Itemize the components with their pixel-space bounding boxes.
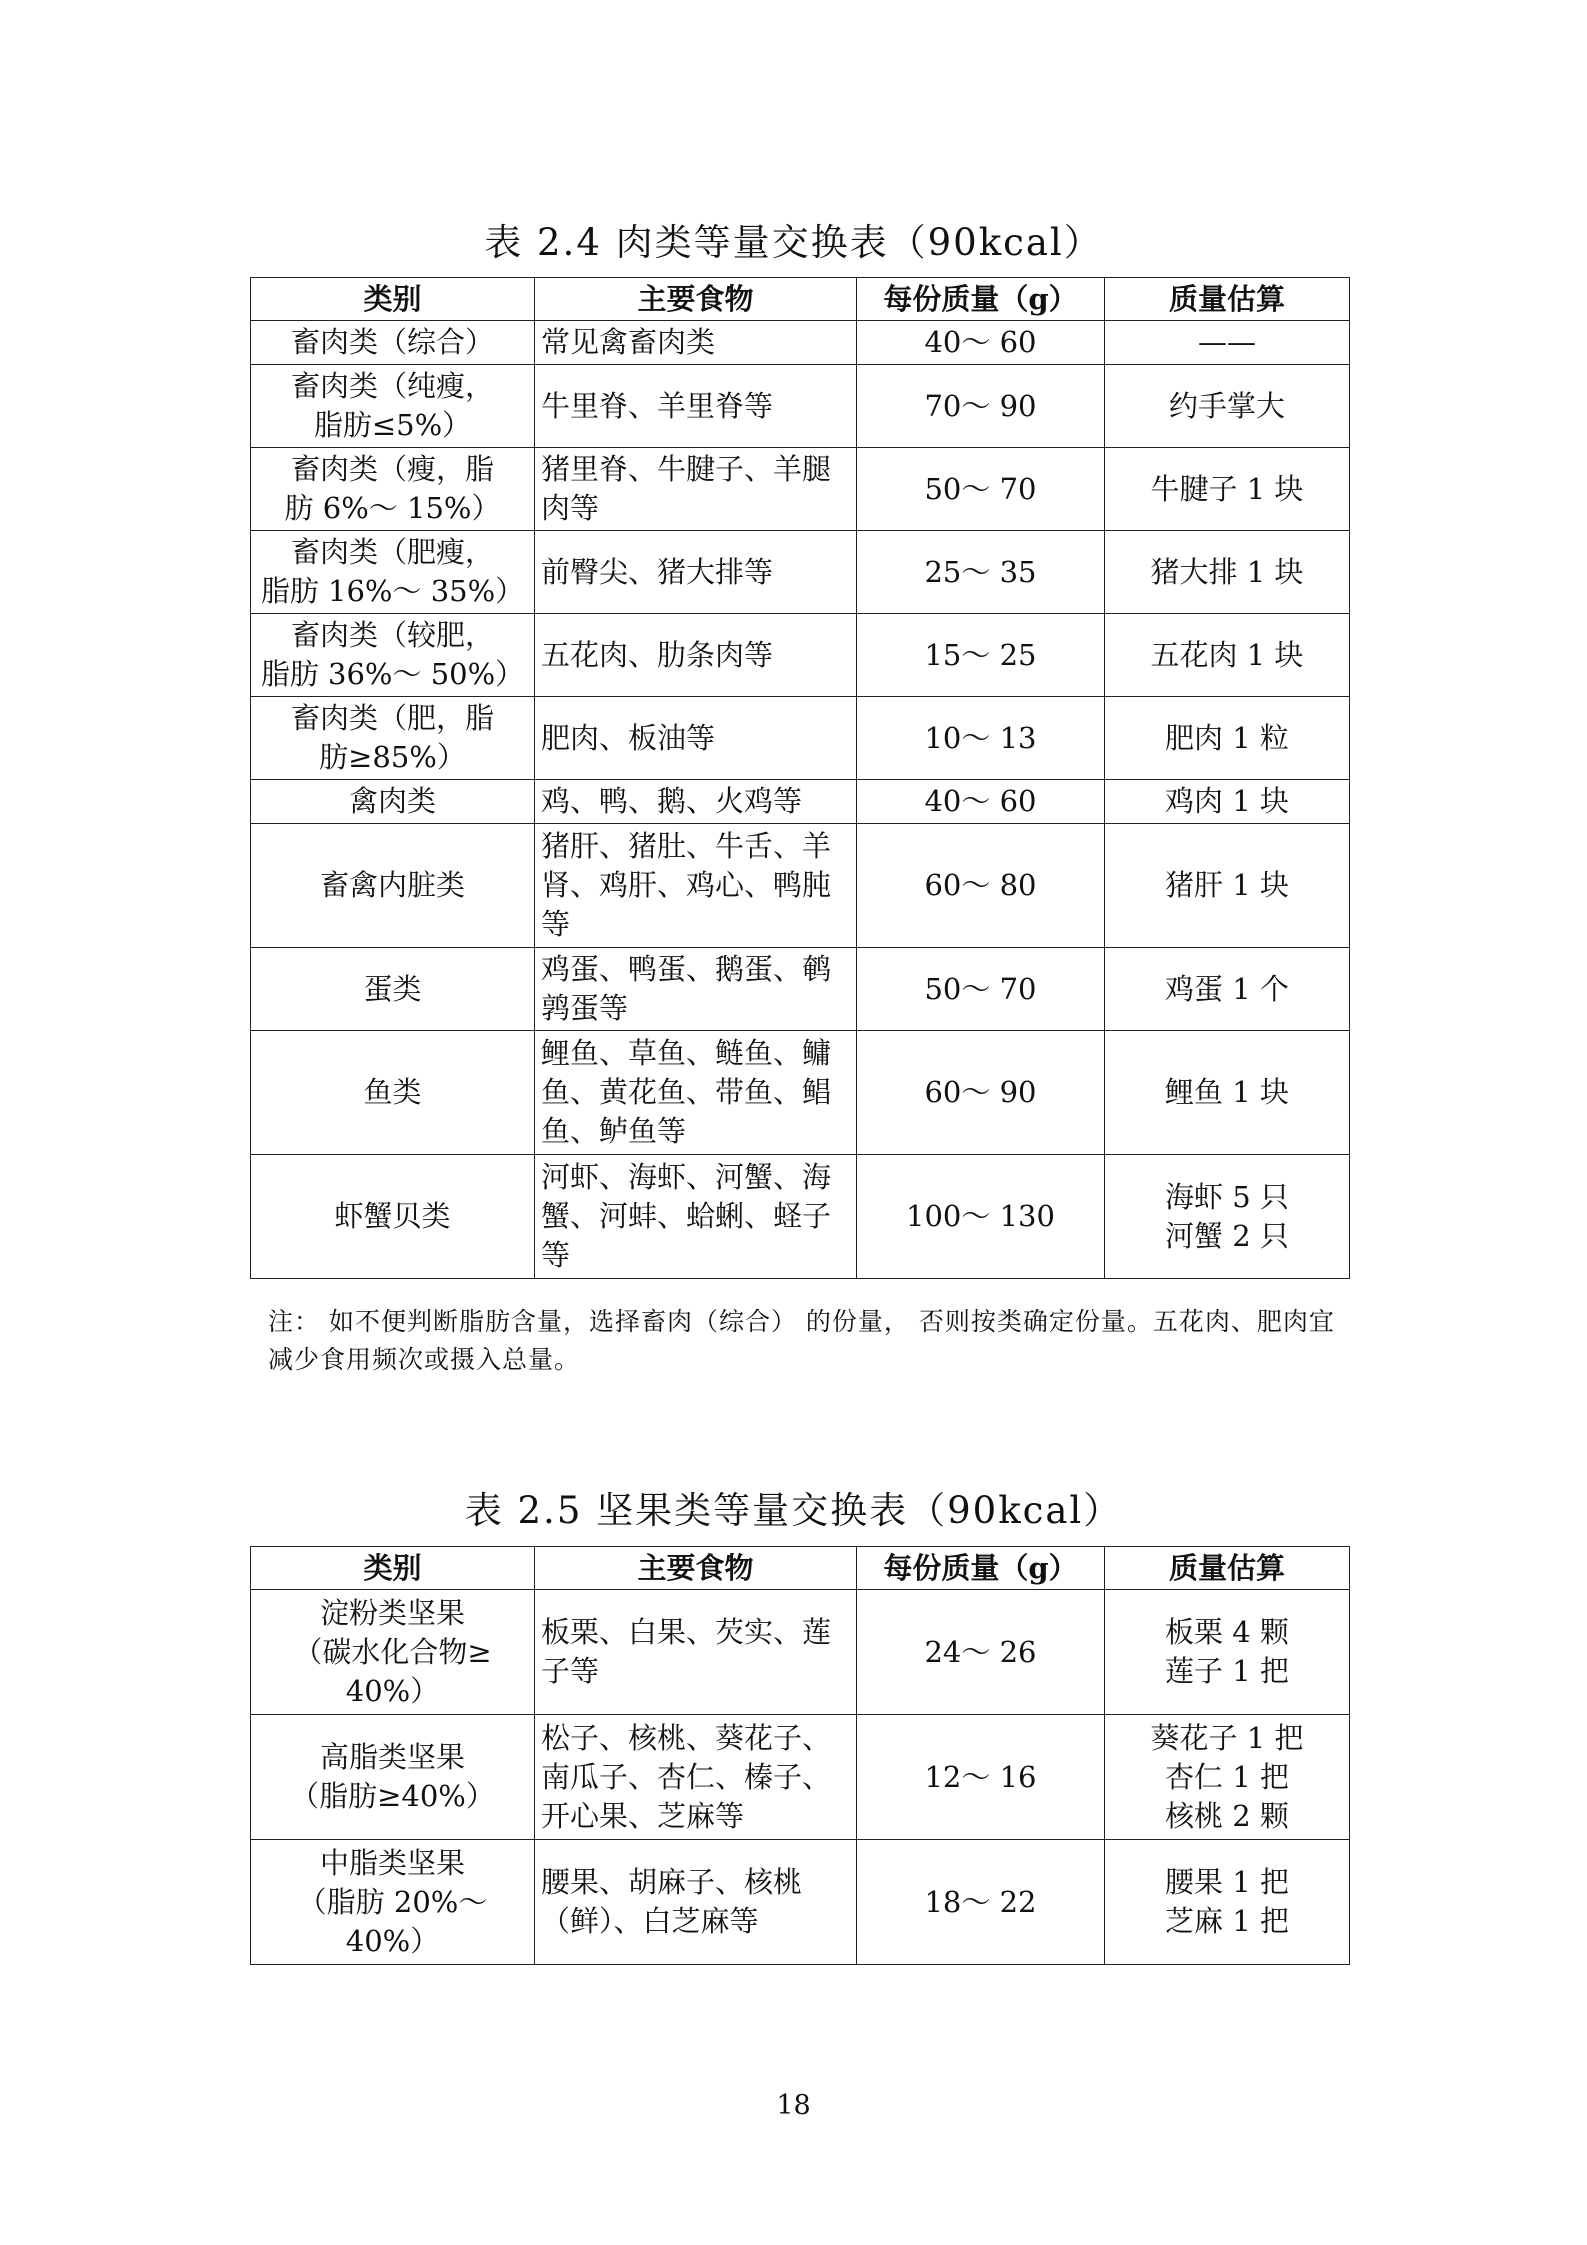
mass-estimate-line: 鸡肉 1 块 xyxy=(1165,784,1289,818)
category-cell xyxy=(251,1840,535,1965)
main-foods-line: 板栗、白果、芡实、莲 xyxy=(541,1615,832,1649)
meat-exchange-table xyxy=(250,277,1350,1279)
table-2-4-title: 表 2.4 肉类等量交换表（90kcal） xyxy=(484,221,1103,264)
mass-per-serving-cell: 50～ 70 xyxy=(857,948,1105,1031)
mass-estimate-cell xyxy=(1105,448,1350,531)
table-row xyxy=(251,531,1350,614)
main-foods-cell xyxy=(535,1155,857,1279)
category-line: 淀粉类坚果 xyxy=(319,1595,465,1630)
main-foods-cell xyxy=(535,948,857,1031)
mass-per-serving-cell: 70～ 90 xyxy=(857,365,1105,448)
category-cell xyxy=(251,824,535,948)
main-foods-cell xyxy=(535,1715,857,1840)
mass-per-serving-cell: 100～ 130 xyxy=(857,1155,1105,1279)
table-note: 注： 如不便判断脂肪含量，选择畜肉（综合） 的份量， 否则按类确定份量。五花肉、肥肉宜减少食用频次或摄入总量。 xyxy=(268,1307,1335,1374)
table-2-5-title: 表 2.5 坚果类等量交换表（90kcal） xyxy=(464,1489,1123,1532)
mass-per-serving-cell: 18～ 22 xyxy=(857,1840,1105,1965)
main-foods-line: 肉等 xyxy=(541,491,600,525)
header-main-foods: 主要食物 xyxy=(535,1547,857,1590)
category-line: 畜肉类（肥瘦， xyxy=(290,535,494,569)
main-foods-cell xyxy=(535,824,857,948)
main-foods-line: 腰果、胡麻子、核桃 xyxy=(541,1865,803,1899)
page-number: 18 xyxy=(776,2090,811,2121)
main-foods-cell xyxy=(535,365,857,448)
main-foods-cell xyxy=(535,1031,857,1155)
main-foods-line: 子等 xyxy=(541,1654,600,1688)
header-mass-per-serving: 每份质量（g） xyxy=(857,278,1105,321)
category-line: 肪 6%～ 15%） xyxy=(284,491,501,525)
category-line: 鱼类 xyxy=(363,1075,422,1109)
main-foods-line: 鲤鱼、草鱼、鲢鱼、鳙 xyxy=(541,1036,832,1070)
mass-per-serving-cell: 24～ 26 xyxy=(857,1590,1105,1715)
category-cell xyxy=(251,1590,535,1715)
main-foods-cell xyxy=(535,448,857,531)
category-line: 虾蟹贝类 xyxy=(334,1199,451,1233)
mass-estimate-line: 肥肉 1 粒 xyxy=(1165,720,1289,755)
table-row xyxy=(251,614,1350,697)
mass-per-serving-cell: 25～ 35 xyxy=(857,531,1105,614)
main-foods-cell xyxy=(535,531,857,614)
mass-per-serving-cell: 60～ 90 xyxy=(857,1031,1105,1155)
category-line: 脂肪 16%～ 35%） xyxy=(260,574,525,608)
main-foods-line: 前臀尖、猪大排等 xyxy=(541,554,774,589)
category-line: 畜肉类（肥，脂 xyxy=(290,701,494,735)
main-foods-line: 五花肉、肋条肉等 xyxy=(541,637,774,672)
category-line: 40%） xyxy=(345,1673,440,1708)
category-cell xyxy=(251,614,535,697)
category-cell xyxy=(251,531,535,614)
header-mass-estimate: 质量估算 xyxy=(1105,278,1350,321)
category-line: 蛋类 xyxy=(363,971,422,1006)
mass-per-serving-cell: 50～ 70 xyxy=(857,448,1105,531)
mass-estimate-cell xyxy=(1105,697,1350,780)
category-line: 脂肪 36%～ 50%） xyxy=(260,657,525,691)
category-cell xyxy=(251,1031,535,1155)
mass-per-serving-cell: 60～ 80 xyxy=(857,824,1105,948)
mass-estimate-line: 猪肝 1 块 xyxy=(1165,868,1289,902)
mass-estimate-line: 牛腱子 1 块 xyxy=(1150,471,1304,506)
mass-estimate-line: 核桃 2 颗 xyxy=(1165,1798,1289,1833)
main-foods-line: 等 xyxy=(541,907,571,941)
category-line: 40%） xyxy=(345,1923,440,1958)
mass-estimate-cell xyxy=(1105,948,1350,1031)
category-cell xyxy=(251,1155,535,1279)
category-cell xyxy=(251,448,535,531)
category-line: 畜禽内脏类 xyxy=(319,868,465,902)
main-foods-line: 蟹、河蚌、蛤蜊、蛏子 xyxy=(541,1199,832,1233)
main-foods-line: 猪肝、猪肚、牛舌、羊 xyxy=(541,829,832,863)
header-main-foods: 主要食物 xyxy=(535,278,857,321)
mass-estimate-line: 腰果 1 把 xyxy=(1165,1865,1289,1899)
category-line: 畜肉类（纯瘦， xyxy=(290,369,494,403)
main-foods-line: （鲜）、白芝麻等 xyxy=(541,1904,759,1938)
mass-estimate-line: 莲子 1 把 xyxy=(1165,1654,1289,1688)
category-line: （脂肪 20%～ xyxy=(297,1884,488,1919)
mass-estimate-cell xyxy=(1105,1155,1350,1279)
mass-estimate-cell xyxy=(1105,365,1350,448)
main-foods-line: 南瓜子、杏仁、榛子、 xyxy=(541,1759,832,1794)
table-row xyxy=(251,697,1350,780)
table-row xyxy=(251,1840,1350,1965)
mass-estimate-line: 河蟹 2 只 xyxy=(1165,1218,1289,1253)
main-foods-line: 鱼、黄花鱼、带鱼、鲳 xyxy=(541,1075,832,1109)
category-cell xyxy=(251,697,535,780)
main-foods-line: 鱼、鲈鱼等 xyxy=(541,1114,687,1148)
mass-estimate-line: 约手掌大 xyxy=(1168,388,1285,423)
mass-estimate-line: 猪大排 1 块 xyxy=(1150,554,1304,589)
table-row xyxy=(251,780,1350,824)
mass-per-serving-cell: 40～ 60 xyxy=(857,780,1105,824)
mass-estimate-line: —— xyxy=(1198,325,1256,359)
mass-estimate-cell xyxy=(1105,614,1350,697)
mass-estimate-cell xyxy=(1105,1715,1350,1840)
category-line: 中脂类坚果 xyxy=(319,1845,465,1880)
table-row xyxy=(251,365,1350,448)
table-row xyxy=(251,1155,1350,1279)
main-foods-line: 开心果、芝麻等 xyxy=(541,1798,745,1833)
mass-estimate-cell xyxy=(1105,1840,1350,1965)
mass-per-serving-cell: 10～ 13 xyxy=(857,697,1105,780)
category-line: 畜肉类（瘦，脂 xyxy=(290,452,494,486)
main-foods-line: 肥肉、板油等 xyxy=(541,720,716,755)
category-line: （脂肪≥40%） xyxy=(290,1779,495,1813)
table-row xyxy=(251,1715,1350,1840)
table-header-row xyxy=(251,1547,1350,1590)
table-header-row xyxy=(251,278,1350,321)
main-foods-line: 鹑蛋等 xyxy=(541,991,629,1025)
mass-estimate-line: 鲤鱼 1 块 xyxy=(1165,1075,1289,1109)
main-foods-line: 鸡蛋、鸭蛋、鹅蛋、鹌 xyxy=(541,952,832,986)
mass-estimate-cell xyxy=(1105,531,1350,614)
main-foods-cell xyxy=(535,321,857,365)
main-foods-line: 肾、鸡肝、鸡心、鸭肫 xyxy=(541,868,832,902)
mass-estimate-line: 鸡蛋 1 个 xyxy=(1165,971,1289,1006)
category-cell xyxy=(251,948,535,1031)
category-cell xyxy=(251,321,535,365)
main-foods-cell xyxy=(535,697,857,780)
category-line: （碳水化合物≥ xyxy=(293,1634,492,1669)
header-mass-per-serving: 每份质量（g） xyxy=(857,1547,1105,1590)
mass-estimate-cell xyxy=(1105,321,1350,365)
table-body xyxy=(251,321,1350,1279)
main-foods-cell xyxy=(535,1590,857,1715)
main-foods-line: 常见禽畜肉类 xyxy=(541,325,716,359)
table-body xyxy=(251,1590,1350,1965)
category-line: 肪≥85%） xyxy=(319,740,466,774)
main-foods-cell xyxy=(535,614,857,697)
mass-estimate-line: 五花肉 1 块 xyxy=(1150,637,1304,672)
mass-estimate-cell xyxy=(1105,780,1350,824)
category-cell xyxy=(251,780,535,824)
mass-per-serving-cell: 40～ 60 xyxy=(857,321,1105,365)
category-line: 高脂类坚果 xyxy=(319,1740,465,1774)
main-foods-cell xyxy=(535,780,857,824)
main-foods-line: 河虾、海虾、河蟹、海 xyxy=(541,1160,832,1194)
main-foods-line: 猪里脊、牛腱子、羊腿 xyxy=(541,452,832,486)
main-foods-line: 等 xyxy=(541,1238,571,1272)
category-line: 禽肉类 xyxy=(348,784,436,818)
mass-per-serving-cell: 15～ 25 xyxy=(857,614,1105,697)
header-mass-estimate: 质量估算 xyxy=(1105,1547,1350,1590)
category-cell xyxy=(251,1715,535,1840)
mass-estimate-line: 葵花子 1 把 xyxy=(1150,1720,1304,1755)
mass-estimate-line: 芝麻 1 把 xyxy=(1165,1904,1289,1938)
table-row xyxy=(251,1590,1350,1715)
main-foods-cell xyxy=(535,1840,857,1965)
category-cell xyxy=(251,365,535,448)
header-category: 类别 xyxy=(251,278,535,321)
mass-estimate-line: 板栗 4 颗 xyxy=(1165,1615,1289,1649)
mass-estimate-line: 海虾 5 只 xyxy=(1165,1179,1289,1214)
category-line: 畜肉类（较肥， xyxy=(290,618,494,652)
main-foods-line: 鸡、鸭、鹅、火鸡等 xyxy=(541,784,803,818)
header-category: 类别 xyxy=(251,1547,535,1590)
mass-estimate-cell xyxy=(1105,1031,1350,1155)
mass-per-serving-cell: 12～ 16 xyxy=(857,1715,1105,1840)
mass-estimate-cell xyxy=(1105,824,1350,948)
table-row xyxy=(251,824,1350,948)
mass-estimate-line: 杏仁 1 把 xyxy=(1165,1759,1289,1794)
main-foods-line: 牛里脊、羊里脊等 xyxy=(541,388,774,423)
table-row xyxy=(251,1031,1350,1155)
table-row xyxy=(251,321,1350,365)
main-foods-line: 松子、核桃、葵花子、 xyxy=(541,1720,832,1755)
category-line: 畜肉类（综合） xyxy=(290,325,494,359)
category-line: 脂肪≤5%） xyxy=(313,408,472,442)
table-row xyxy=(251,448,1350,531)
nut-exchange-table xyxy=(250,1546,1350,1965)
table-row xyxy=(251,948,1350,1031)
mass-estimate-cell xyxy=(1105,1590,1350,1715)
